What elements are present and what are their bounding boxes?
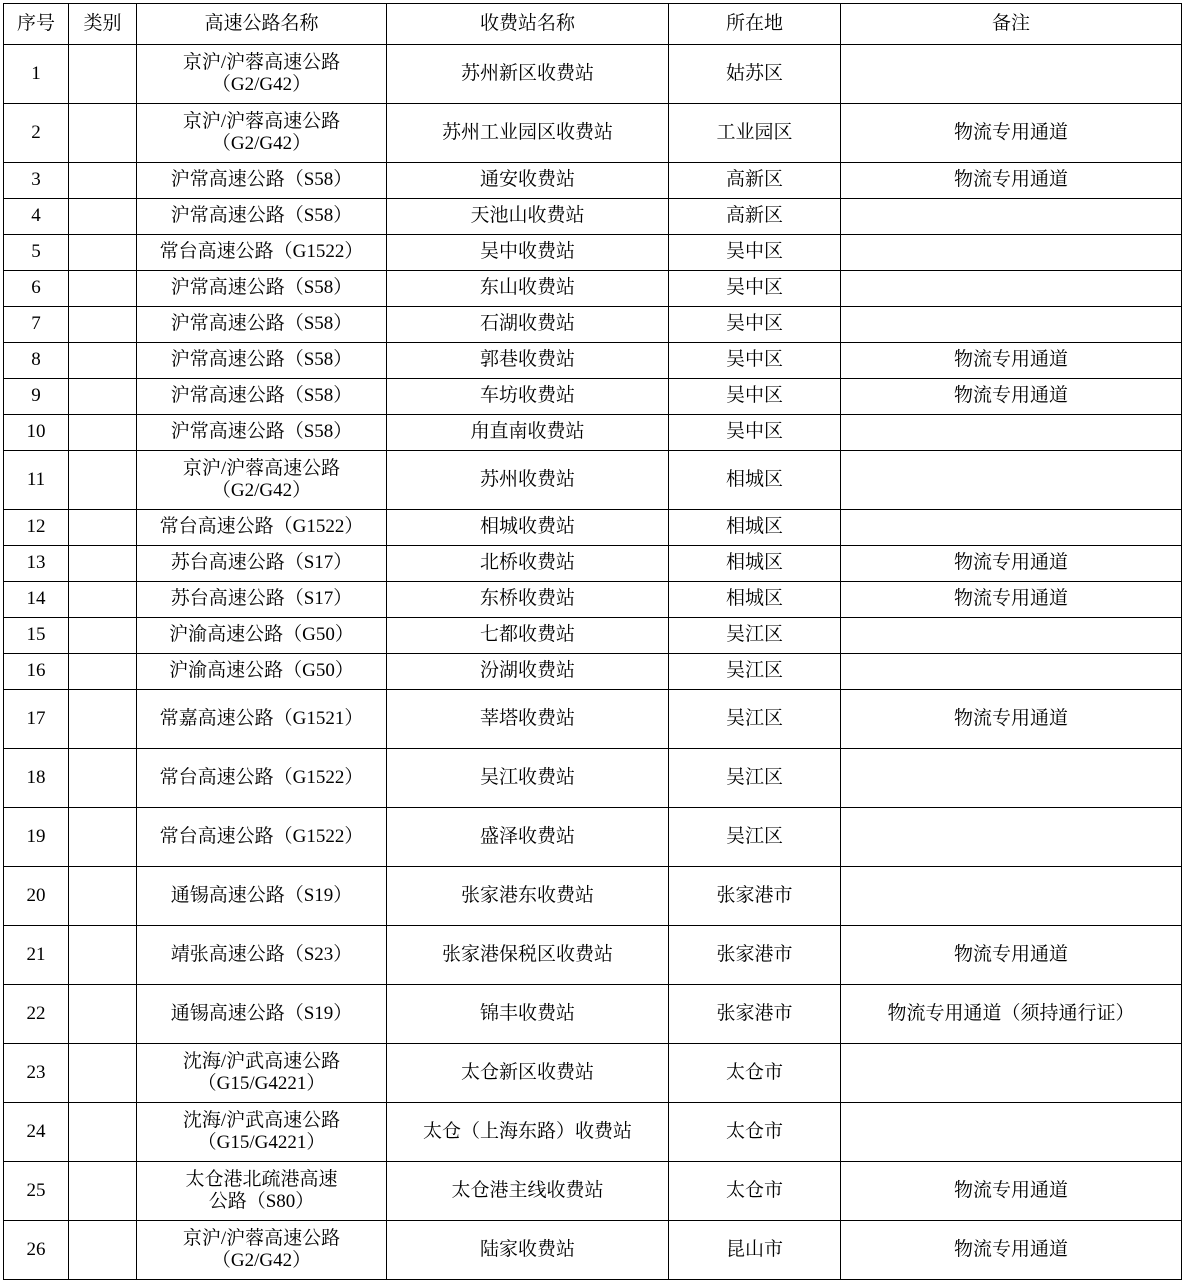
row-highway: 沪常高速公路（S58） (137, 307, 387, 343)
table-row (4, 1221, 1182, 1280)
row-remark (841, 415, 1182, 451)
table-row (4, 104, 1182, 163)
table-row (4, 1103, 1182, 1162)
row-category (69, 654, 137, 690)
row-category (69, 985, 137, 1044)
row-location: 高新区 (669, 163, 841, 199)
row-index: 16 (4, 654, 69, 690)
row-remark: 物流专用通道 (841, 379, 1182, 415)
row-location: 吴中区 (669, 343, 841, 379)
row-highway (137, 1162, 387, 1221)
row-remark: 物流专用通道 (841, 546, 1182, 582)
row-station: 甪直南收费站 (387, 415, 669, 451)
row-location: 高新区 (669, 199, 841, 235)
row-index: 26 (4, 1221, 69, 1280)
row-station: 相城收费站 (387, 510, 669, 546)
row-station: 莘塔收费站 (387, 690, 669, 749)
row-highway: 常台高速公路（G1522） (137, 808, 387, 867)
row-category (69, 1044, 137, 1103)
table-row (4, 546, 1182, 582)
row-category (69, 690, 137, 749)
row-station: 太仓港主线收费站 (387, 1162, 669, 1221)
row-index: 22 (4, 985, 69, 1044)
row-location: 吴江区 (669, 749, 841, 808)
row-remark (841, 618, 1182, 654)
highway-line2: （G2/G42） (211, 1250, 312, 1271)
row-station: 汾湖收费站 (387, 654, 669, 690)
row-category (69, 582, 137, 618)
row-highway (137, 104, 387, 163)
row-highway: 沪常高速公路（S58） (137, 415, 387, 451)
table-row (4, 379, 1182, 415)
row-location: 吴江区 (669, 808, 841, 867)
row-station: 苏州新区收费站 (387, 45, 669, 104)
row-highway: 常台高速公路（G1522） (137, 510, 387, 546)
row-highway: 常嘉高速公路（G1521） (137, 690, 387, 749)
table-row (4, 510, 1182, 546)
table-row (4, 808, 1182, 867)
row-location: 吴中区 (669, 307, 841, 343)
row-category (69, 199, 137, 235)
row-category (69, 749, 137, 808)
table-header (4, 4, 1182, 45)
row-location: 吴中区 (669, 271, 841, 307)
row-highway: 靖张高速公路（S23） (137, 926, 387, 985)
row-index: 11 (4, 451, 69, 510)
row-station: 天池山收费站 (387, 199, 669, 235)
toll-station-table (3, 3, 1182, 1280)
row-station: 苏州工业园区收费站 (387, 104, 669, 163)
row-remark: 物流专用通道 (841, 582, 1182, 618)
row-category (69, 104, 137, 163)
row-category (69, 618, 137, 654)
row-index: 13 (4, 546, 69, 582)
row-station: 锦丰收费站 (387, 985, 669, 1044)
table-row (4, 926, 1182, 985)
row-highway: 通锡高速公路（S19） (137, 867, 387, 926)
row-station: 七都收费站 (387, 618, 669, 654)
table-row (4, 618, 1182, 654)
row-category (69, 808, 137, 867)
row-remark: 物流专用通道 (841, 1162, 1182, 1221)
table-row (4, 199, 1182, 235)
row-remark: 物流专用通道 (841, 690, 1182, 749)
row-index: 17 (4, 690, 69, 749)
table-row (4, 1044, 1182, 1103)
row-location: 吴中区 (669, 379, 841, 415)
table-row (4, 235, 1182, 271)
row-index: 1 (4, 45, 69, 104)
row-location: 太仓市 (669, 1044, 841, 1103)
row-index: 9 (4, 379, 69, 415)
highway-line2: （G2/G42） (211, 133, 312, 154)
row-category (69, 235, 137, 271)
row-category (69, 867, 137, 926)
row-remark: 物流专用通道 (841, 1221, 1182, 1280)
table-row (4, 343, 1182, 379)
row-highway: 沪渝高速公路（G50） (137, 618, 387, 654)
row-index: 8 (4, 343, 69, 379)
row-remark (841, 307, 1182, 343)
row-category (69, 1103, 137, 1162)
row-remark (841, 749, 1182, 808)
row-index: 5 (4, 235, 69, 271)
row-location: 相城区 (669, 582, 841, 618)
row-highway (137, 1221, 387, 1280)
row-index: 4 (4, 199, 69, 235)
row-station: 太仓新区收费站 (387, 1044, 669, 1103)
header-category: 类别 (69, 4, 137, 45)
row-remark (841, 867, 1182, 926)
table-body (4, 45, 1182, 1280)
table-row (4, 867, 1182, 926)
row-remark: 物流专用通道 (841, 926, 1182, 985)
row-highway (137, 451, 387, 510)
header-location: 所在地 (669, 4, 841, 45)
row-station: 张家港保税区收费站 (387, 926, 669, 985)
row-station: 车坊收费站 (387, 379, 669, 415)
row-index: 23 (4, 1044, 69, 1103)
row-remark (841, 199, 1182, 235)
row-remark (841, 510, 1182, 546)
row-location: 相城区 (669, 546, 841, 582)
document-page (0, 3, 1200, 1271)
highway-line2: （G15/G4221） (197, 1132, 326, 1153)
highway-line1: 沈海/沪武高速公路 (182, 1051, 341, 1073)
table-row (4, 451, 1182, 510)
row-highway: 沪常高速公路（S58） (137, 199, 387, 235)
row-remark (841, 271, 1182, 307)
row-highway: 常台高速公路（G1522） (137, 749, 387, 808)
header-station: 收费站名称 (387, 4, 669, 45)
row-station: 北桥收费站 (387, 546, 669, 582)
header-index: 序号 (4, 4, 69, 45)
row-category (69, 415, 137, 451)
row-station: 郭巷收费站 (387, 343, 669, 379)
row-location: 张家港市 (669, 985, 841, 1044)
row-index: 20 (4, 867, 69, 926)
row-station: 东桥收费站 (387, 582, 669, 618)
row-index: 15 (4, 618, 69, 654)
table-row (4, 654, 1182, 690)
highway-line2: （G2/G42） (211, 74, 312, 95)
row-index: 21 (4, 926, 69, 985)
row-index: 2 (4, 104, 69, 163)
highway-line2: 公路（S80） (208, 1191, 315, 1212)
row-category (69, 163, 137, 199)
row-index: 12 (4, 510, 69, 546)
row-category (69, 451, 137, 510)
row-location: 张家港市 (669, 867, 841, 926)
row-index: 14 (4, 582, 69, 618)
row-highway: 通锡高速公路（S19） (137, 985, 387, 1044)
row-remark: 物流专用通道 (841, 343, 1182, 379)
row-highway: 苏台高速公路（S17） (137, 582, 387, 618)
row-highway: 常台高速公路（G1522） (137, 235, 387, 271)
row-station: 通安收费站 (387, 163, 669, 199)
row-category (69, 307, 137, 343)
row-location: 相城区 (669, 510, 841, 546)
row-location: 吴中区 (669, 415, 841, 451)
row-station: 东山收费站 (387, 271, 669, 307)
row-station: 张家港东收费站 (387, 867, 669, 926)
row-location: 太仓市 (669, 1103, 841, 1162)
row-remark (841, 1044, 1182, 1103)
row-station: 吴江收费站 (387, 749, 669, 808)
row-highway (137, 1103, 387, 1162)
row-index: 24 (4, 1103, 69, 1162)
table-row (4, 163, 1182, 199)
highway-line2: （G15/G4221） (197, 1073, 326, 1094)
header-highway: 高速公路名称 (137, 4, 387, 45)
table-row (4, 415, 1182, 451)
table-row (4, 985, 1182, 1044)
row-category (69, 343, 137, 379)
row-category (69, 510, 137, 546)
row-index: 18 (4, 749, 69, 808)
header-remark: 备注 (841, 4, 1182, 45)
row-index: 3 (4, 163, 69, 199)
row-remark: 物流专用通道（须持通行证） (841, 985, 1182, 1044)
row-index: 19 (4, 808, 69, 867)
row-station: 吴中收费站 (387, 235, 669, 271)
row-highway: 苏台高速公路（S17） (137, 546, 387, 582)
row-category (69, 546, 137, 582)
row-location: 吴中区 (669, 235, 841, 271)
highway-line1: 京沪/沪蓉高速公路 (182, 1228, 341, 1250)
row-category (69, 926, 137, 985)
row-remark: 物流专用通道 (841, 163, 1182, 199)
row-remark: 物流专用通道 (841, 104, 1182, 163)
row-highway (137, 1044, 387, 1103)
row-highway: 沪常高速公路（S58） (137, 343, 387, 379)
row-station: 盛泽收费站 (387, 808, 669, 867)
highway-line1: 沈海/沪武高速公路 (182, 1110, 341, 1132)
row-location: 工业园区 (669, 104, 841, 163)
row-highway (137, 45, 387, 104)
row-remark (841, 654, 1182, 690)
row-highway: 沪渝高速公路（G50） (137, 654, 387, 690)
table-row (4, 307, 1182, 343)
row-station: 苏州收费站 (387, 451, 669, 510)
highway-line1: 京沪/沪蓉高速公路 (182, 458, 341, 480)
row-location: 昆山市 (669, 1221, 841, 1280)
row-category (69, 1162, 137, 1221)
table-row (4, 690, 1182, 749)
highway-line1: 京沪/沪蓉高速公路 (182, 111, 341, 133)
row-location: 吴江区 (669, 654, 841, 690)
header-row (4, 4, 1182, 45)
row-highway: 沪常高速公路（S58） (137, 379, 387, 415)
row-remark (841, 1103, 1182, 1162)
highway-line2: （G2/G42） (211, 480, 312, 501)
row-station: 石湖收费站 (387, 307, 669, 343)
row-remark (841, 235, 1182, 271)
row-index: 6 (4, 271, 69, 307)
table-row (4, 271, 1182, 307)
row-remark (841, 451, 1182, 510)
table-row (4, 749, 1182, 808)
row-category (69, 1221, 137, 1280)
row-highway: 沪常高速公路（S58） (137, 163, 387, 199)
row-location: 张家港市 (669, 926, 841, 985)
highway-line1: 太仓港北疏港高速 (185, 1169, 338, 1191)
row-location: 吴江区 (669, 690, 841, 749)
row-location: 吴江区 (669, 618, 841, 654)
row-station: 太仓（上海东路）收费站 (387, 1103, 669, 1162)
row-highway: 沪常高速公路（S58） (137, 271, 387, 307)
row-station: 陆家收费站 (387, 1221, 669, 1280)
row-category (69, 45, 137, 104)
row-location: 太仓市 (669, 1162, 841, 1221)
row-category (69, 271, 137, 307)
row-location: 相城区 (669, 451, 841, 510)
row-remark (841, 808, 1182, 867)
table-row (4, 1162, 1182, 1221)
highway-line1: 京沪/沪蓉高速公路 (182, 52, 341, 74)
row-index: 25 (4, 1162, 69, 1221)
row-remark (841, 45, 1182, 104)
table-row (4, 582, 1182, 618)
row-index: 7 (4, 307, 69, 343)
table-row (4, 45, 1182, 104)
row-location: 姑苏区 (669, 45, 841, 104)
row-index: 10 (4, 415, 69, 451)
row-category (69, 379, 137, 415)
